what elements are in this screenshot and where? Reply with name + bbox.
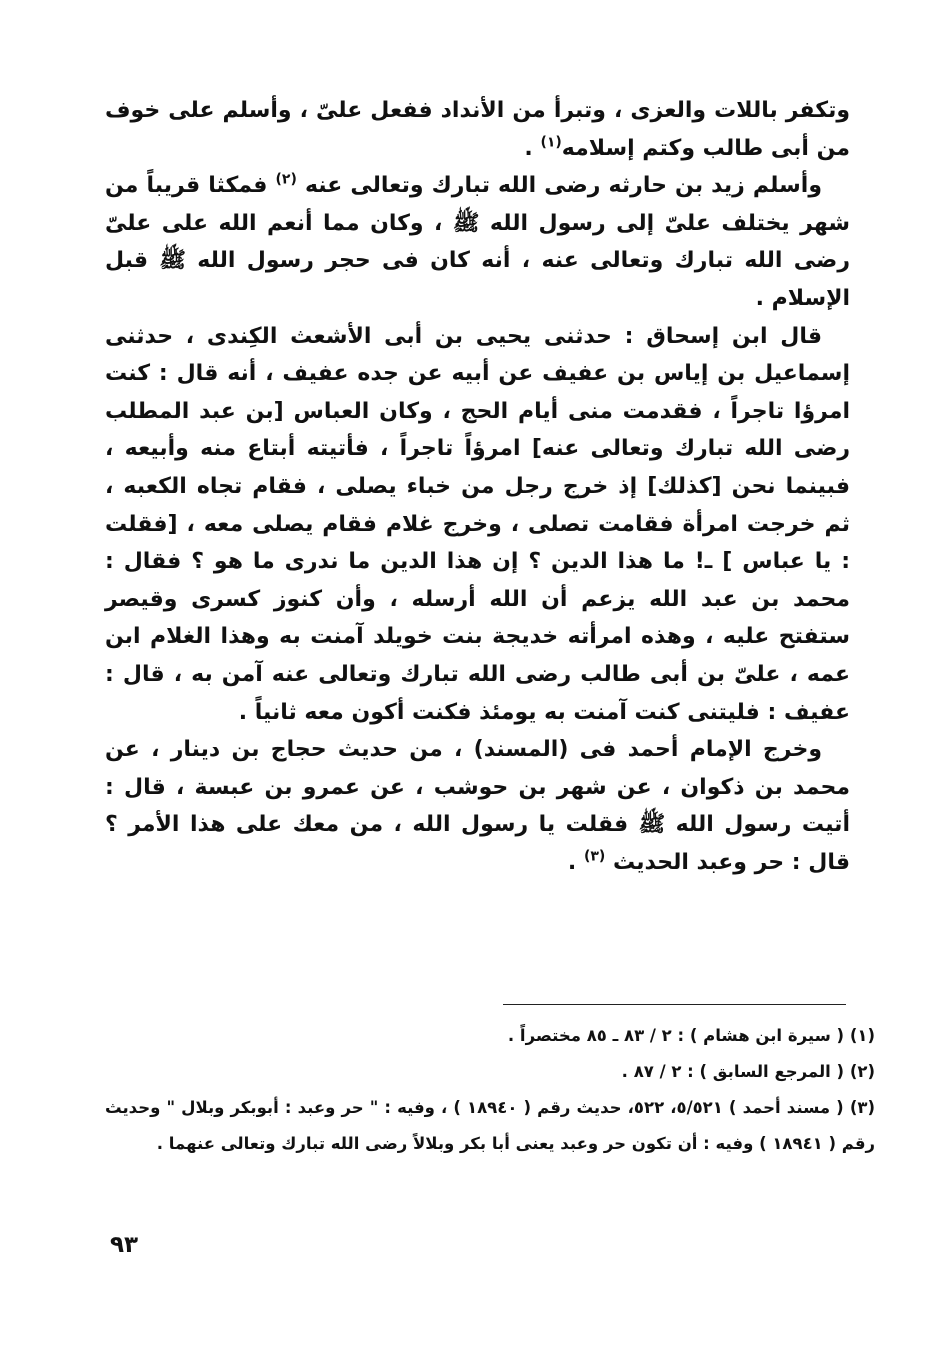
paragraph-1-text: وتكفر باللات والعزى ، وتبرأ من الأنداد ففعل علىّ ، وأسلم على خوف من أبى طالب وكتم إسلامه: [105, 98, 850, 161]
footnotes: [105, 1018, 875, 1162]
footnote-2: (٢) ( المرجع السابق ) : ٢ / ٨٧ .: [621, 1062, 875, 1081]
footnote-1: (١) ( سيرة ابن هشام ) : ٢ / ٨٣ ـ ٨٥ مختصراً .: [507, 1026, 875, 1045]
paragraph-1-end: .: [524, 135, 541, 161]
paragraph-2: [105, 167, 850, 317]
paragraph-4-end: .: [567, 849, 584, 875]
paragraph-2-end: فمكثا قريباً من شهر يختلف علىّ إلى رسول الله ﷺ ، وكان مما أنعم الله على علىّ رضى الله تبارك وتعالى عنه ، أنه كان فى حجر رسول الله ﷺ قبل الإسلام .: [105, 173, 850, 311]
main-text: [105, 92, 850, 881]
page-number: ٩٣: [110, 1232, 139, 1258]
paragraph-1: [105, 92, 850, 167]
paragraph-4-text: وخرج الإمام أحمد فى (المسند) ، من حديث حجاج بن دينار ، عن محمد بن ذكوان ، عن شهر بن حوشب ، عن عمرو بن عبسة ، قال : أتيت رسول الله ﷺ فقلت يا رسول الله ، من معك على هذا الأمر ؟ قال : حر وعبد الحديث: [105, 737, 850, 875]
footnote-3: (٣) ( مسند أحمد ) ٥/٥٢١، ٥٢٢، حديث رقم ( ١٨٩٤٠ ) ، وفيه : " حر وعبد : أبوبكر وبلال " وحديث رقم ( ١٨٩٤١ ) وفيه : أن تكون حر وعبد يعنى أبا بكر وبلالاً رضى الله تبارك وتعالى عنهما .: [105, 1098, 875, 1153]
footnote-ref-3: (٣): [583, 848, 606, 865]
paragraph-2-text: وأسلم زيد بن حارثه رضى الله تبارك وتعالى عنه: [296, 173, 822, 199]
paragraph-4: [105, 731, 850, 881]
footnote-ref-2: (٢): [275, 171, 297, 188]
paragraph-3: قال ابن إسحاق : حدثنى يحيى بن أبى الأشعث الكِندى ، حدثنى إسماعيل بن إياس بن عفيف عن أبيه عن جده عفيف ، أنه قال : كنت امرؤا تاجراً ، فقدمت منى أيام الحج ، وكان العباس [بن عبد المطلب رضى الله تبارك وتعالى عنه] امرؤاً تاجراً ، فأتيته أبتاع منه وأبيعه ، فبينما نحن [كذلك] إذ خرج رجل من خباء يصلى ، فقام تجاه الكعبه ، ثم خرجت امرأة فقامت تصلى ، وخرج غلام فقام يصلى معه ، [فقلت : يا عباس ] ـ! ما هذا الدين ؟ إن هذا الدين ما ندرى ما هو ؟ فقال : محمد بن عبد الله يزعم أن الله أرسله ، وأن كنوز كسرى وقيصر ستفتح عليه ، وهذه امرأته خديجة بنت خويلد آمنت به وهذا الغلام ابن عمه ، علىّ بن أبى طالب رضى الله تبارك وتعالى عنه آمن به ، قال : عفيف : فليتنى كنت آمنت به يومئذ فكنت أكون معه ثانياً .: [105, 323, 850, 725]
footnote-ref-1: (١): [540, 134, 562, 151]
footnote-divider: [503, 1004, 846, 1005]
